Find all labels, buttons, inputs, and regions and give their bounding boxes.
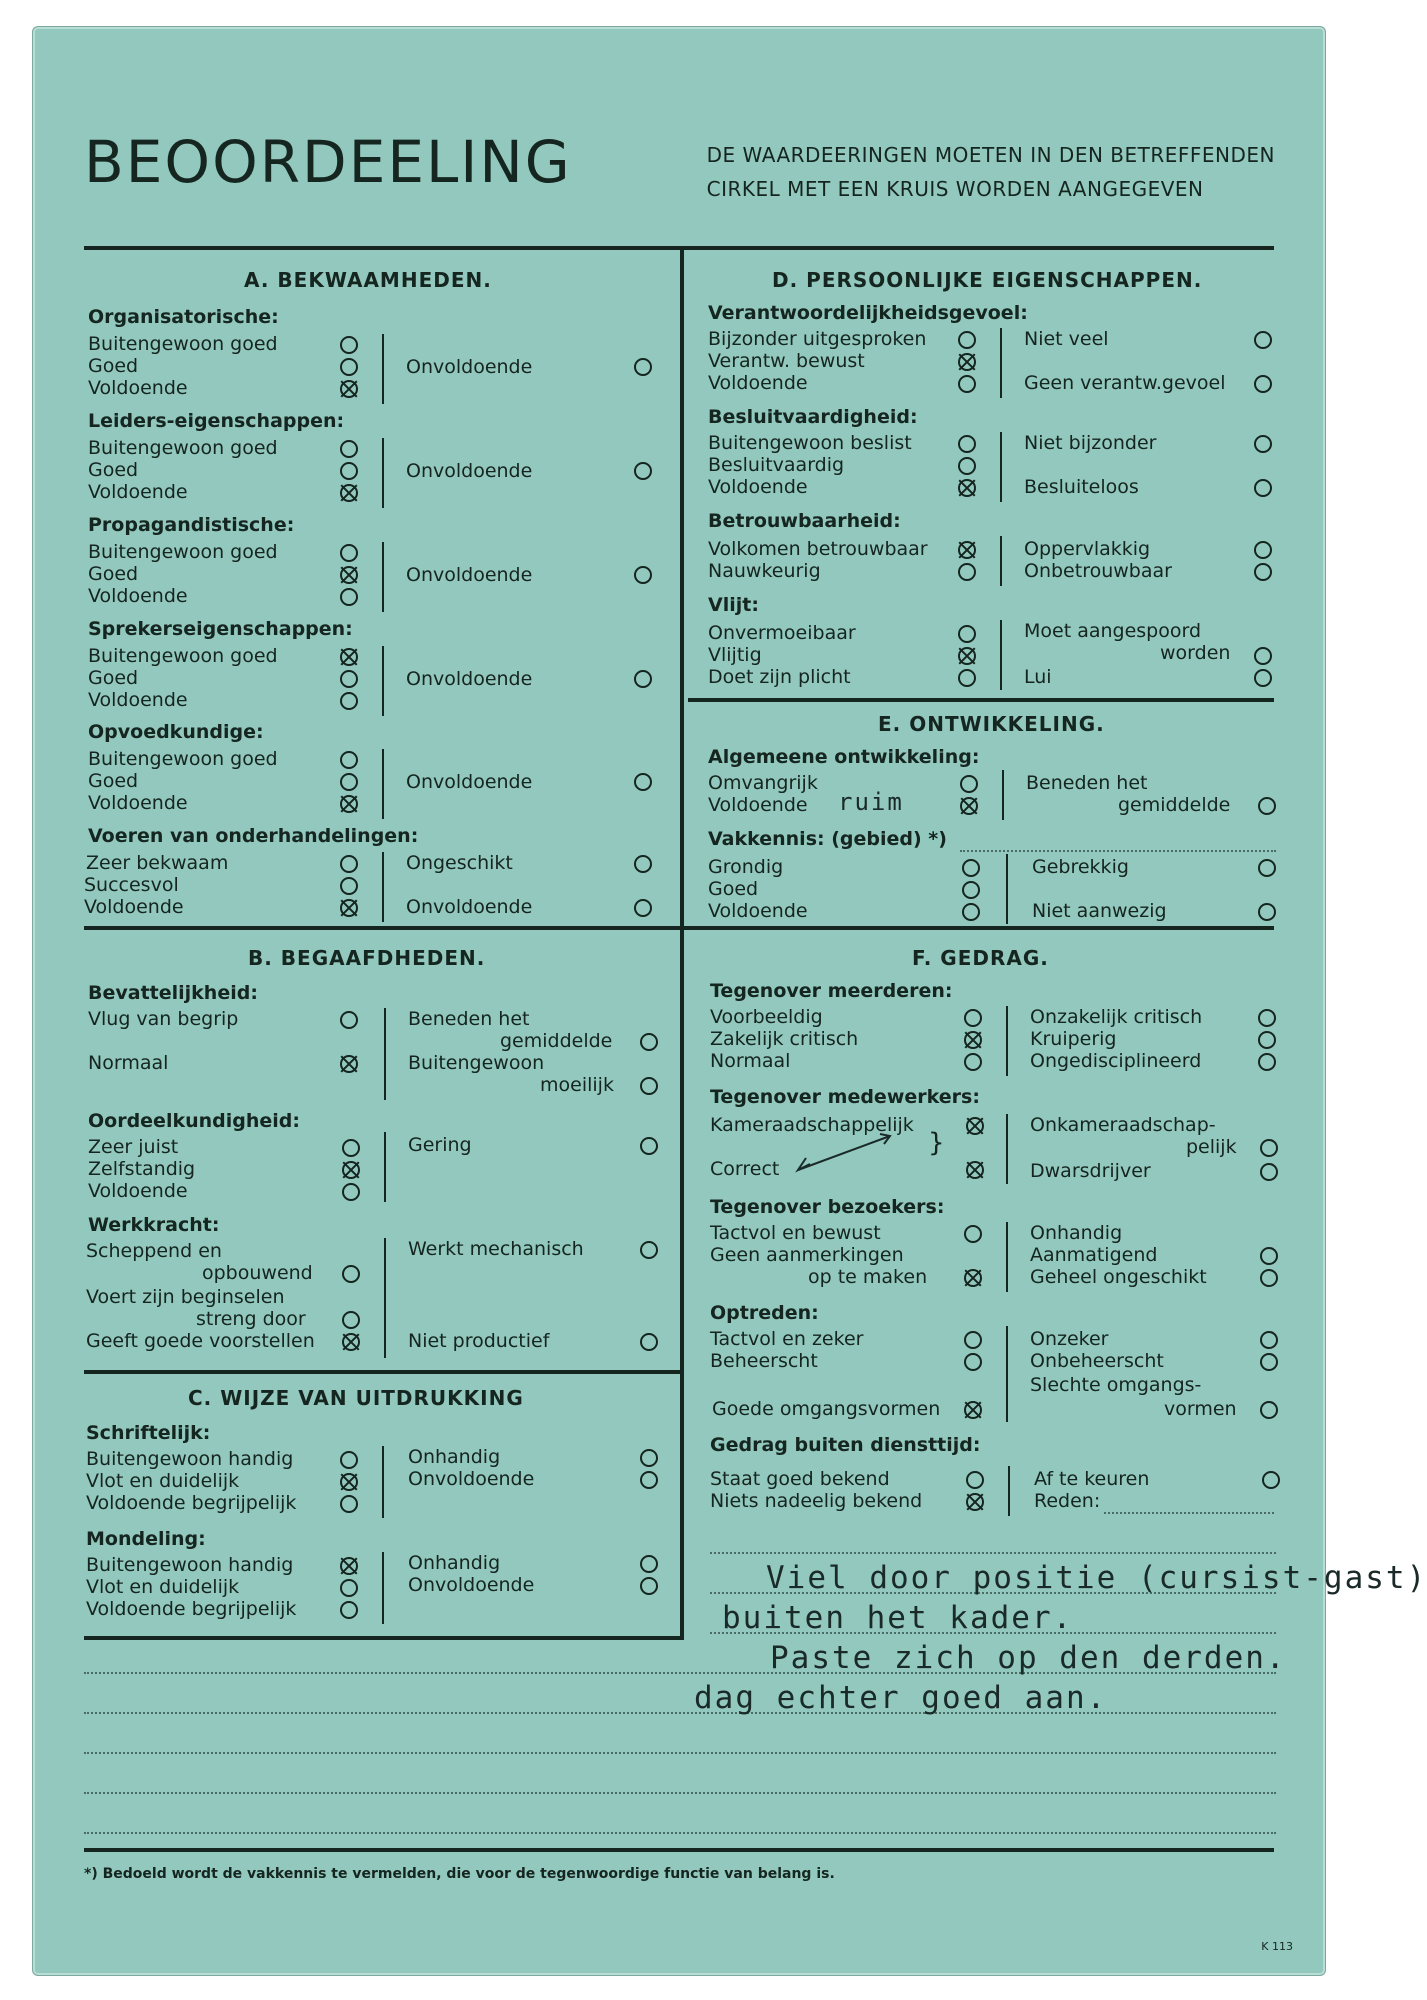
option-circle[interactable] <box>1260 1401 1278 1419</box>
option-label: Normaal <box>710 1050 791 1072</box>
option-circle[interactable] <box>634 899 652 917</box>
option-circle[interactable] <box>340 358 358 376</box>
option-circle[interactable] <box>340 670 358 688</box>
section-e-title: E. ONTWIKKELING. <box>878 712 1105 736</box>
section-c-title: C. WIJZE VAN UITDRUKKING <box>188 1386 524 1410</box>
option-circle[interactable] <box>958 435 976 453</box>
option-label: Staat goed bekend <box>710 1468 890 1490</box>
handwritten-remark-3: Paste zich op den derden. <box>770 1640 1287 1676</box>
option-circle-checked[interactable] <box>966 1161 984 1179</box>
option-circle[interactable] <box>964 1331 982 1349</box>
option-label: Kruiperig <box>1030 1028 1117 1050</box>
option-circle-checked[interactable] <box>964 1031 982 1049</box>
column-separator <box>1006 854 1008 924</box>
option-label: Niets nadeelig bekend <box>710 1490 923 1512</box>
column-separator <box>384 1132 386 1202</box>
option-label: Vlot en duidelijk <box>86 1576 240 1598</box>
option-circle[interactable] <box>1260 1353 1278 1371</box>
option-circle[interactable] <box>342 1139 360 1157</box>
option-label: Tactvol en bewust <box>710 1222 881 1244</box>
option-label: Voldoende <box>708 794 808 816</box>
subheading-bevattelijkheid: Bevattelijkheid: <box>88 982 258 1004</box>
option-label: pelijk <box>1186 1136 1237 1158</box>
option-label: Dwarsdrijver <box>1030 1160 1151 1182</box>
option-circle[interactable] <box>640 1449 658 1467</box>
handwritten-ruim: ruim <box>838 788 904 816</box>
option-label: Slechte omgangs- <box>1030 1374 1202 1396</box>
option-label: Onzakelijk critisch <box>1030 1006 1203 1028</box>
option-label: Ongedisciplineerd <box>1030 1050 1202 1072</box>
option-circle[interactable] <box>634 566 652 584</box>
option-label: Af te keuren <box>1034 1468 1150 1490</box>
subheading-vlijt: Vlijt: <box>708 594 759 616</box>
column-separator <box>382 1552 384 1624</box>
option-circle-checked[interactable] <box>340 380 358 398</box>
section-c-rule <box>84 1370 682 1374</box>
option-label: Tactvol en zeker <box>710 1328 864 1350</box>
option-circle[interactable] <box>958 457 976 475</box>
subheading-meerderen: Tegenover meerderen: <box>710 980 953 1002</box>
option-label: Beneden het <box>1026 772 1148 794</box>
option-circle[interactable] <box>340 877 358 895</box>
option-circle[interactable] <box>960 775 978 793</box>
option-circle-checked[interactable] <box>340 795 358 813</box>
option-label: Voldoende <box>708 476 808 498</box>
reden-fill-line <box>1104 1512 1274 1514</box>
subheading-medewerkers: Tegenover medewerkers: <box>710 1086 980 1108</box>
option-circle[interactable] <box>1260 1163 1278 1181</box>
subheading-onderhandelingen: Voeren van onderhandelingen: <box>88 825 419 847</box>
option-label: Voldoende <box>84 896 184 918</box>
option-circle-checked[interactable] <box>966 1493 984 1511</box>
column-separator <box>382 852 384 922</box>
option-circle[interactable] <box>958 331 976 349</box>
option-circle[interactable] <box>634 773 652 791</box>
option-label: Buitengewoon <box>408 1052 545 1074</box>
option-label: op te maken <box>808 1266 928 1288</box>
option-circle[interactable] <box>1258 1053 1276 1071</box>
subheading-mondeling: Mondeling: <box>86 1528 206 1550</box>
option-label: Besluiteloos <box>1024 476 1139 498</box>
option-circle[interactable] <box>1260 1139 1278 1157</box>
option-circle[interactable] <box>1258 859 1276 877</box>
option-circle[interactable] <box>1254 647 1272 665</box>
option-circle[interactable] <box>964 1009 982 1027</box>
option-circle[interactable] <box>340 1011 358 1029</box>
option-label: Moet aangespoord <box>1024 620 1202 642</box>
handwritten-remark-4: dag echter goed aan. <box>694 1680 1108 1716</box>
option-label: Buitengewoon goed <box>88 748 278 770</box>
option-label: Geen verantw.gevoel <box>1024 372 1226 394</box>
option-circle[interactable] <box>640 1033 658 1051</box>
option-circle-checked[interactable] <box>958 647 976 665</box>
column-separator <box>1006 1006 1008 1076</box>
left-bottom-edge <box>680 1370 684 1640</box>
brace-glyph: } <box>928 1128 945 1158</box>
option-circle[interactable] <box>1260 1269 1278 1287</box>
option-label: Voldoende <box>708 900 808 922</box>
option-circle-checked[interactable] <box>958 479 976 497</box>
option-label: Buitengewoon beslist <box>708 432 912 454</box>
option-label: Onhandig <box>408 1446 501 1468</box>
section-e-rule <box>688 698 1274 702</box>
option-label: Voert zijn beginselen <box>86 1286 285 1308</box>
option-label: Onvoldoende <box>408 1468 535 1490</box>
option-circle[interactable] <box>340 440 358 458</box>
option-circle[interactable] <box>1258 797 1276 815</box>
option-circle[interactable] <box>1258 1031 1276 1049</box>
option-circle[interactable] <box>340 751 358 769</box>
option-label: Normaal <box>88 1052 169 1074</box>
option-label: Goed <box>708 878 759 900</box>
option-label: Gering <box>408 1134 472 1156</box>
option-circle[interactable] <box>640 1577 658 1595</box>
option-circle-checked[interactable] <box>964 1401 982 1419</box>
subheading-algemeen: Algemeene ontwikkeling: <box>708 746 980 768</box>
option-label: Onvoldoende <box>406 668 533 690</box>
option-circle[interactable] <box>640 1241 658 1259</box>
option-circle[interactable] <box>340 1579 358 1597</box>
option-label: Vlot en duidelijk <box>86 1470 240 1492</box>
option-circle[interactable] <box>958 563 976 581</box>
option-label: Onkameraadschap- <box>1030 1114 1216 1136</box>
section-b-rule <box>84 926 1274 930</box>
option-label: Kameraadschappelijk <box>710 1114 914 1136</box>
subheading-bezoekers: Tegenover bezoekers: <box>710 1196 945 1218</box>
option-label: Voldoende <box>88 689 188 711</box>
option-label: Onhandig <box>408 1552 501 1574</box>
subheading-besluitvaardigheid: Besluitvaardigheid: <box>708 406 918 428</box>
option-circle[interactable] <box>966 1471 984 1489</box>
option-label: Omvangrijk <box>708 772 818 794</box>
option-label: Grondig <box>708 856 784 878</box>
option-circle[interactable] <box>340 1495 358 1513</box>
option-label: Correct <box>710 1158 780 1180</box>
section-b-title: B. BEGAAFDHEDEN. <box>248 946 486 970</box>
option-circle[interactable] <box>1254 541 1272 559</box>
page-title: BEOORDEELING <box>84 128 572 196</box>
option-label: Voldoende <box>88 585 188 607</box>
subheading-opvoedkundige: Opvoedkundige: <box>88 721 264 743</box>
option-circle[interactable] <box>1254 479 1272 497</box>
column-separator <box>384 1238 386 1358</box>
option-label: Voldoende begrijpelijk <box>86 1492 297 1514</box>
subheading-leiders: Leiders-eigenschappen: <box>88 410 345 432</box>
option-label: Geheel ongeschikt <box>1030 1266 1207 1288</box>
option-circle-checked[interactable] <box>340 484 358 502</box>
option-label: Verantw. bewust <box>708 350 865 372</box>
column-separator <box>1006 1222 1008 1292</box>
option-circle[interactable] <box>634 670 652 688</box>
option-label: Voldoende <box>88 377 188 399</box>
option-circle[interactable] <box>958 375 976 393</box>
option-label: opbouwend <box>202 1262 313 1284</box>
option-label: Succesvol <box>84 874 179 896</box>
option-label: Onbeheerscht <box>1030 1350 1164 1372</box>
option-circle[interactable] <box>958 625 976 643</box>
subheading-verantwoordelijkheid: Verantwoordelijkheidsgevoel: <box>708 302 1028 324</box>
option-circle[interactable] <box>964 1353 982 1371</box>
option-label: Werkt mechanisch <box>408 1238 584 1260</box>
section-c-bottom <box>84 1636 684 1640</box>
option-label: Zeer juist <box>88 1136 179 1158</box>
footnote: *) Bedoeld wordt de vakkennis te vermelden, die voor de tegenwoordige functie van belang is. <box>84 1866 835 1882</box>
footer-rule <box>84 1848 1274 1852</box>
option-label: Niet veel <box>1024 328 1109 350</box>
remark-line <box>84 1752 1276 1754</box>
option-circle[interactable] <box>640 1471 658 1489</box>
handwritten-remark-2: buiten het kader. <box>722 1600 1074 1636</box>
option-circle-checked[interactable] <box>958 353 976 371</box>
option-label: gemiddelde <box>500 1030 613 1052</box>
option-label: Zeer bekwaam <box>86 852 229 874</box>
option-label: Voldoende <box>708 372 808 394</box>
option-circle[interactable] <box>340 692 358 710</box>
option-circle-checked[interactable] <box>966 1117 984 1135</box>
option-circle-checked[interactable] <box>340 899 358 917</box>
option-label: Onbetrouwbaar <box>1024 560 1172 582</box>
option-circle[interactable] <box>340 588 358 606</box>
column-separator <box>382 749 384 819</box>
option-label: Onvoldoende <box>406 564 533 586</box>
section-a-title: A. BEKWAAMHEDEN. <box>244 268 492 292</box>
option-circle[interactable] <box>340 855 358 873</box>
option-label: Vlijtig <box>708 644 762 666</box>
column-separator <box>1000 536 1002 586</box>
option-label: Onvoldoende <box>406 460 533 482</box>
option-label: Beneden het <box>408 1008 530 1030</box>
option-circle[interactable] <box>342 1311 360 1329</box>
option-circle-checked[interactable] <box>340 1557 358 1575</box>
vakkennis-fill-line <box>960 850 1276 852</box>
option-label: Nauwkeurig <box>708 560 821 582</box>
option-label: Goede omgangsvormen <box>712 1398 941 1420</box>
option-circle[interactable] <box>964 1225 982 1243</box>
column-separator <box>1002 770 1004 820</box>
option-circle[interactable] <box>962 881 980 899</box>
column-separator <box>382 334 384 404</box>
option-circle[interactable] <box>640 1333 658 1351</box>
option-label: Goed <box>88 355 139 377</box>
option-circle[interactable] <box>958 669 976 687</box>
option-label: Zakelijk critisch <box>710 1028 859 1050</box>
option-circle[interactable] <box>1254 331 1272 349</box>
option-circle[interactable] <box>1260 1331 1278 1349</box>
column-separator <box>1000 432 1002 502</box>
option-label: Goed <box>88 770 139 792</box>
option-label: Voldoende <box>88 792 188 814</box>
option-circle-checked[interactable] <box>340 1473 358 1491</box>
option-circle-checked[interactable] <box>340 1055 358 1073</box>
option-circle[interactable] <box>964 1053 982 1071</box>
option-circle[interactable] <box>1254 375 1272 393</box>
option-label: Bijzonder uitgesproken <box>708 328 927 350</box>
option-circle[interactable] <box>1258 903 1276 921</box>
subheading-werkkracht: Werkkracht: <box>88 1214 220 1236</box>
option-label: Niet bijzonder <box>1024 432 1157 454</box>
option-circle-checked[interactable] <box>958 541 976 559</box>
column-separator <box>1000 620 1002 690</box>
column-separator <box>382 542 384 612</box>
section-d-title: D. PERSOONLIJKE EIGENSCHAPPEN. <box>772 268 1203 292</box>
column-separator <box>1006 1114 1008 1184</box>
option-circle[interactable] <box>1254 563 1272 581</box>
option-circle[interactable] <box>1258 1009 1276 1027</box>
option-circle[interactable] <box>340 336 358 354</box>
remark-line <box>84 1792 1276 1794</box>
option-circle-checked[interactable] <box>342 1161 360 1179</box>
option-label: Oppervlakkig <box>1024 538 1151 560</box>
option-label: moeilijk <box>540 1074 614 1096</box>
option-label: Onvoldoende <box>406 896 533 918</box>
column-separator <box>382 646 384 716</box>
option-label: Reden: <box>1034 1490 1101 1512</box>
option-label: Aanmatigend <box>1030 1244 1158 1266</box>
option-circle[interactable] <box>340 462 358 480</box>
section-f-title: F. GEDRAG. <box>912 946 1049 970</box>
option-label: Scheppend en <box>86 1240 222 1262</box>
option-label: Niet aanwezig <box>1032 900 1167 922</box>
remark-line <box>710 1552 1276 1554</box>
option-label: Zelfstandig <box>88 1158 196 1180</box>
column-separator <box>1006 1326 1008 1422</box>
subheading-schriftelijk: Schriftelijk: <box>86 1422 211 1444</box>
option-label: Buitengewoon goed <box>88 541 278 563</box>
option-label: Beheerscht <box>710 1350 818 1372</box>
option-label: Buitengewoon handig <box>86 1554 294 1576</box>
option-label: Lui <box>1024 666 1052 688</box>
option-label: Goed <box>88 459 139 481</box>
option-circle[interactable] <box>640 1077 658 1095</box>
option-circle[interactable] <box>340 544 358 562</box>
subheading-optreden: Optreden: <box>710 1302 819 1324</box>
option-label: Buitengewoon goed <box>88 333 278 355</box>
option-label: worden <box>1160 642 1231 664</box>
option-circle-checked[interactable] <box>340 648 358 666</box>
option-circle-checked[interactable] <box>960 797 978 815</box>
option-circle-checked[interactable] <box>342 1333 360 1351</box>
option-label: Geen aanmerkingen <box>710 1244 904 1266</box>
option-label: Doet zijn plicht <box>708 666 851 688</box>
subheading-organisatorische: Organisatorische: <box>88 306 279 328</box>
option-label: Onhandig <box>1030 1222 1123 1244</box>
option-label: Goed <box>88 667 139 689</box>
instruction-line-1: DE WAARDEERINGEN MOETEN IN DEN BETREFFENDEN <box>706 143 1275 167</box>
option-label: Niet productief <box>408 1330 550 1352</box>
option-label: Onvermoeibaar <box>708 622 856 644</box>
option-label: Besluitvaardig <box>708 454 845 476</box>
option-label: vormen <box>1164 1398 1237 1420</box>
option-label: streng door <box>196 1308 306 1330</box>
column-separator <box>382 1446 384 1518</box>
option-label: Ongeschikt <box>406 852 513 874</box>
subheading-oordeelkundigheid: Oordeelkundigheid: <box>88 1110 300 1132</box>
option-label: Onzeker <box>1030 1328 1109 1350</box>
remark-line <box>84 1832 1276 1834</box>
option-label: Buitengewoon handig <box>86 1448 294 1470</box>
form-code: K 113 <box>1261 1940 1293 1953</box>
option-circle[interactable] <box>1260 1247 1278 1265</box>
column-separator <box>384 1008 386 1100</box>
subheading-propagandistische: Propagandistische: <box>88 514 295 536</box>
option-circle[interactable] <box>634 358 652 376</box>
option-label: Onvoldoende <box>406 356 533 378</box>
option-circle[interactable] <box>340 1601 358 1619</box>
option-label: Voorbeeldig <box>710 1006 823 1028</box>
option-circle[interactable] <box>640 1555 658 1573</box>
option-label: Voldoende <box>88 481 188 503</box>
option-label: Buitengewoon goed <box>88 645 278 667</box>
option-circle[interactable] <box>342 1265 360 1283</box>
option-label: Onvoldoende <box>406 771 533 793</box>
option-circle-checked[interactable] <box>964 1269 982 1287</box>
option-label: Gebrekkig <box>1032 856 1129 878</box>
option-label: Volkomen betrouwbaar <box>708 538 928 560</box>
column-separator <box>382 438 384 508</box>
option-label: Geeft goede voorstellen <box>86 1330 315 1352</box>
option-circle[interactable] <box>340 1451 358 1469</box>
instructions <box>707 138 1275 206</box>
option-circle-checked[interactable] <box>340 566 358 584</box>
option-circle[interactable] <box>1262 1471 1280 1489</box>
column-separator <box>1000 328 1002 398</box>
subheading-betrouwbaarheid: Betrouwbaarheid: <box>708 510 901 532</box>
subheading-buiten-diensttijd: Gedrag buiten diensttijd: <box>710 1434 981 1456</box>
instruction-line-2: CIRKEL MET EEN KRUIS WORDEN AANGEGEVEN <box>706 177 1204 201</box>
option-circle[interactable] <box>634 855 652 873</box>
option-circle[interactable] <box>962 859 980 877</box>
subheading-spreker: Sprekerseigenschappen: <box>88 618 353 640</box>
option-label: Vlug van begrip <box>88 1008 239 1030</box>
option-label: Goed <box>88 563 139 585</box>
option-circle[interactable] <box>1254 669 1272 687</box>
option-circle[interactable] <box>340 773 358 791</box>
handwritten-arrow <box>790 1130 900 1176</box>
top-rule <box>84 246 1274 250</box>
option-circle[interactable] <box>1254 435 1272 453</box>
option-circle[interactable] <box>640 1137 658 1155</box>
option-label: Onvoldoende <box>408 1574 535 1596</box>
handwritten-remark-1: Viel door positie (cursist-gast) <box>766 1560 1427 1596</box>
option-label: Buitengewoon goed <box>88 437 278 459</box>
subheading-vakkennis: Vakkennis: (gebied) *) <box>708 828 947 850</box>
option-label: Voldoende begrijpelijk <box>86 1598 297 1620</box>
option-label: Voldoende <box>88 1180 188 1202</box>
option-circle[interactable] <box>634 462 652 480</box>
column-separator <box>1008 1466 1010 1516</box>
option-circle[interactable] <box>962 903 980 921</box>
option-circle[interactable] <box>342 1183 360 1201</box>
option-label: gemiddelde <box>1118 794 1231 816</box>
